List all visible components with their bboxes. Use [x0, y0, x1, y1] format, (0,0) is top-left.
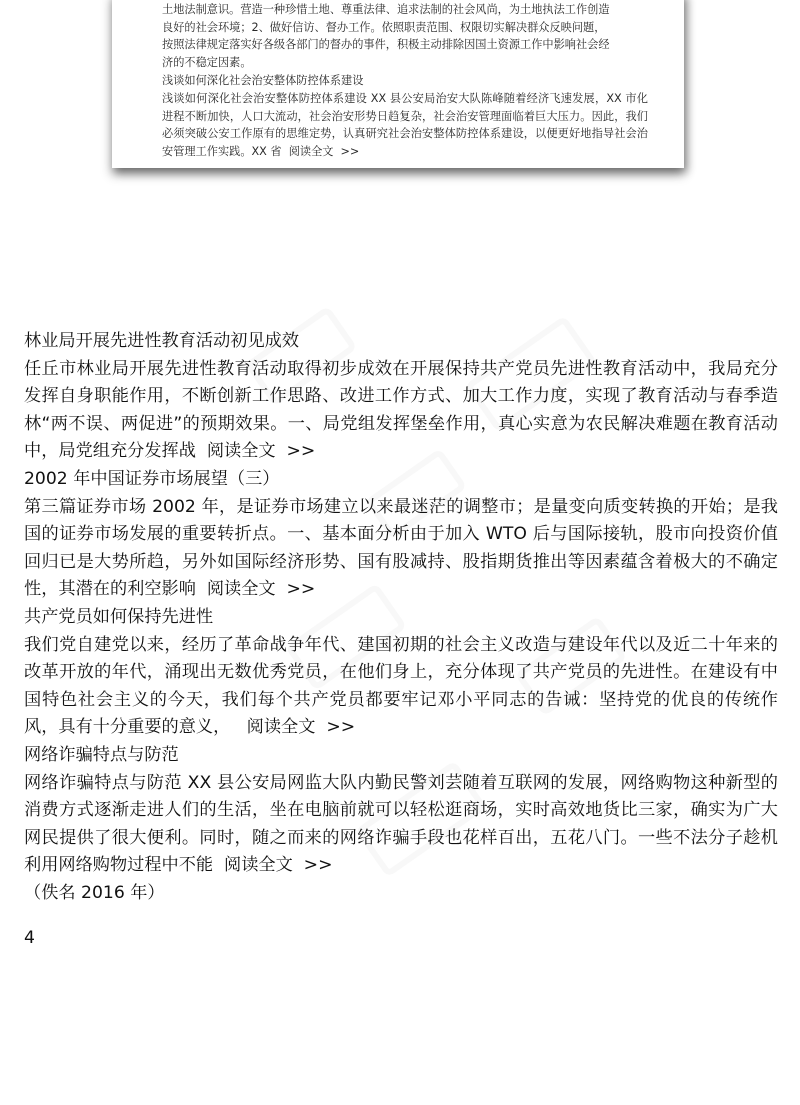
previous-article-body	[162, 90, 648, 161]
article-summary-text: 网络诈骗特点与防范 XX 县公安局网监大队内勤民警刘芸随着互联网的发展，网络购物这种新型的消费方式逐渐走进人们的生活，坐在电脑前就可以轻松逛商场，实时高效地货比三家，确实为广大网民提供了很大便利。同时，随之而来的网络诈骗手段也花样百出，五花八门。一些不法分子趁机利用网络购物过程中不能	[24, 772, 778, 876]
article-title[interactable]: 共产党员如何保持先进性	[24, 606, 214, 627]
previous-page-line: 良好的社会环境；2、做好信访、督办工作。依照职责范围、权限切实解决群众反映问题，	[162, 20, 606, 34]
article-summary-text: 我们党自建党以来，经历了革命战争年代、建国初期的社会主义改造与建设年代以及近二十年来的改革开放的年代，涌现出无数优秀党员，在他们身上，充分体现了共产党员的先进性。在建设有中国特色社会主义的今天，我们每个共产党员都要牢记邓小平同志的告诫：坚持党的优良的传统作风，具有十分重要的意义，	[24, 634, 778, 738]
previous-article-text: 浅谈如何深化社会治安整体防控体系建设 XX 县公安局治安大队陈峰随着经济飞速发展，XX 市化进程不断加快，人口大流动，社会治安形势日趋复杂，社会治安管理面临着巨大压力。因此，我们必须突破公安工作原有的思维定势，认真研究社会治安整体防控体系建设，以便更好地指导社会治安管理工作实践。XX 省	[162, 91, 648, 159]
read-more-link[interactable]: 阅读全文 >>	[230, 717, 356, 738]
read-more-link[interactable]: 阅读全文 >>	[281, 145, 360, 159]
previous-article-title[interactable]: 浅谈如何深化社会治安整体防控体系建设	[162, 73, 364, 87]
previous-page-line: 济的不稳定因素。	[162, 56, 252, 70]
previous-page-content	[162, 0, 648, 161]
article-title[interactable]: 网络诈骗特点与防范	[24, 744, 179, 765]
page-number: 4	[24, 928, 35, 948]
footer-note: （佚名 2016 年）	[24, 882, 165, 903]
article-title[interactable]: 林业局开展先进性教育活动初见成效	[24, 331, 300, 351]
article-summary-text: 第三篇证券市场 2002 年，是证券市场建立以来最迷茫的调整市；是量变向质变转换的开始；是我国的证券市场发展的重要转折点。一、基本面分析由于加入 WTO 后与国际接轨，股市向投资价值回归已是大势所趋，另外如国际经济形势、国有股减持、股指期货推出等因素蕴含着极大的不确定性，其潜在的利空影响	[24, 496, 778, 600]
previous-page-line: 土地法制意识。营造一种珍惜土地、尊重法律、追求法制的社会风尚，为土地执法工作创造	[162, 2, 610, 16]
read-more-link[interactable]: 阅读全文 >>	[195, 441, 316, 462]
read-more-link[interactable]: 阅读全文 >>	[195, 579, 316, 600]
previous-page-line: 按照法律规定落实好各级各部门的督办的事件，积极主动排除因国土资源工作中影响社会经	[162, 38, 610, 52]
article-summary	[24, 356, 778, 466]
article-summary	[24, 770, 778, 880]
article-title[interactable]: 2002 年中国证券市场展望（三）	[24, 468, 280, 489]
article-summary	[24, 494, 778, 604]
read-more-link[interactable]: 阅读全文 >>	[213, 855, 333, 876]
article-summary	[24, 632, 778, 742]
article-list	[24, 328, 778, 907]
article-summary-text: 任丘市林业局开展先进性教育活动取得初步成效在开展保持共产党员先进性教育活动中，我局充分发挥自身职能作用，不断创新工作思路、改进工作方式、加大工作力度，实现了教育活动与春季造林“两不误、两促进”的预期效果。一、局党组发挥堡垒作用，真心实意为农民解决难题在教育活动中，局党组充分发挥战	[24, 358, 778, 462]
previous-page-card	[112, 0, 684, 168]
